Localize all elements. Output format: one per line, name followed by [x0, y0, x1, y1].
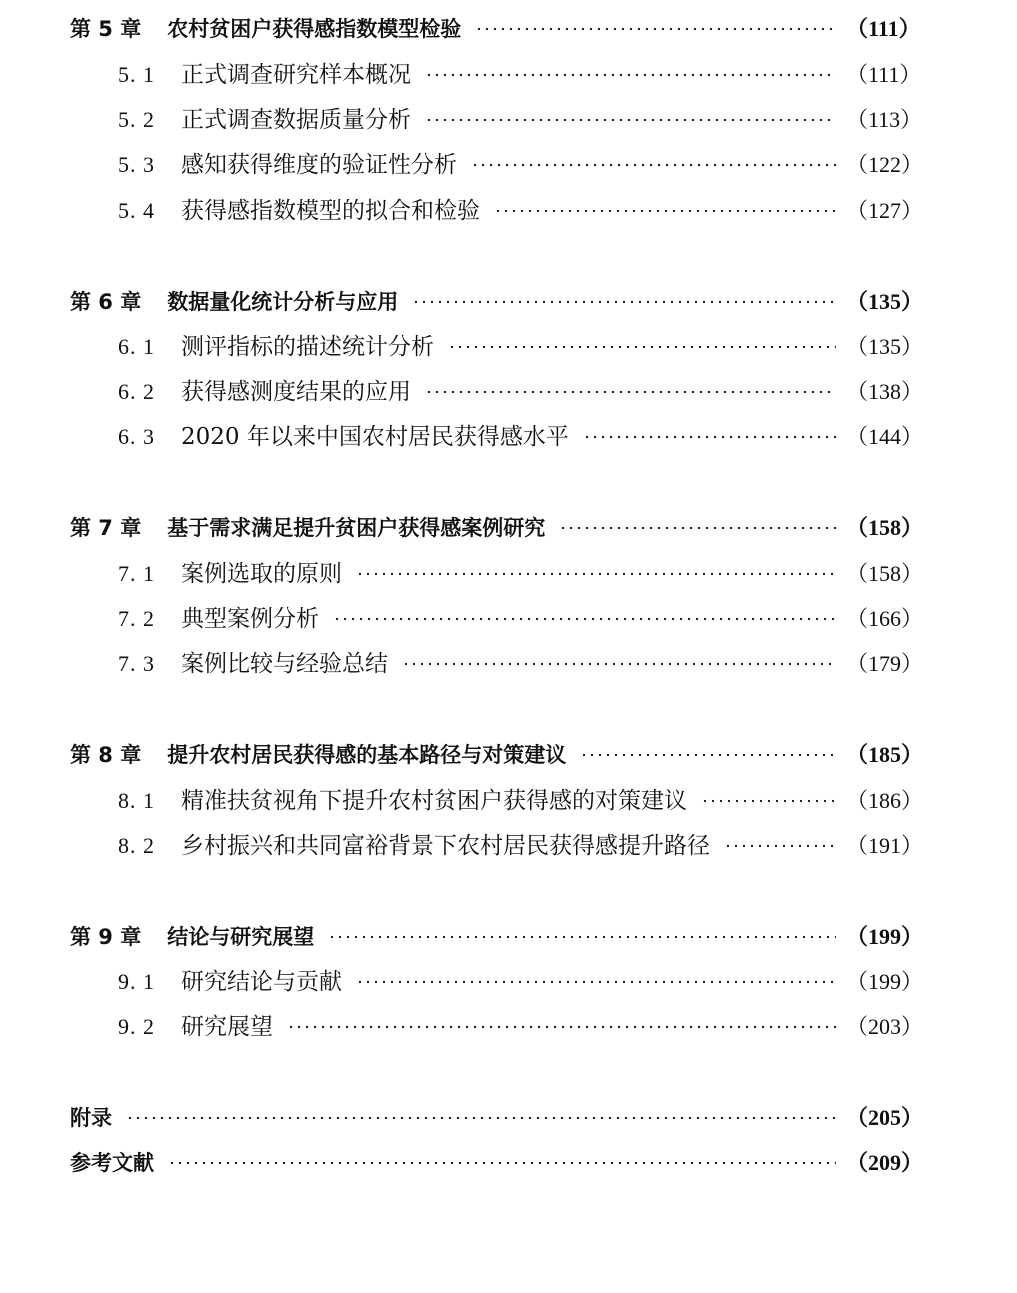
- toc-references[interactable]: [0, 1146, 1017, 1180]
- toc-chapter-6[interactable]: [0, 285, 1017, 319]
- dot-leader: [494, 194, 836, 228]
- section-title: 乡村振兴和共同富裕背景下农村居民获得感提升路径: [181, 833, 710, 859]
- page-number: （186）: [846, 788, 924, 813]
- page-number: （166）: [846, 606, 924, 631]
- dot-leader: [559, 511, 836, 545]
- section-number: 8. 1: [118, 788, 155, 813]
- chapter-number: 第 6 章: [70, 290, 142, 314]
- section-title: 案例比较与经验总结: [181, 651, 388, 677]
- toc-section-6-3[interactable]: [0, 420, 1017, 454]
- dot-leader: [356, 557, 836, 591]
- dot-leader: [724, 829, 836, 863]
- section-title: 典型案例分析: [181, 606, 319, 632]
- dot-leader: [583, 420, 836, 454]
- dot-leader: [580, 738, 836, 772]
- toc-section-7-1[interactable]: [0, 557, 1017, 591]
- section-number: 6. 2: [118, 379, 155, 404]
- section-number: 5. 1: [118, 62, 155, 87]
- section-title: 精准扶贫视角下提升农村贫困户获得感的对策建议: [181, 788, 687, 814]
- dot-leader: [287, 1010, 836, 1044]
- page-number: （111）: [846, 16, 921, 41]
- section-title: 正式调查研究样本概况: [181, 62, 411, 88]
- page-number: （122）: [846, 152, 924, 177]
- dot-leader: [701, 784, 836, 818]
- chapter-title: 农村贫困户获得感指数模型检验: [167, 17, 462, 41]
- page-number: （158）: [846, 561, 924, 586]
- page-number: （158）: [846, 515, 924, 540]
- toc-section-5-1[interactable]: [0, 58, 1017, 92]
- page-number: （185）: [846, 742, 924, 767]
- toc-chapter-8[interactable]: [0, 738, 1017, 772]
- toc-section-6-1[interactable]: [0, 330, 1017, 364]
- dot-leader: [425, 103, 836, 137]
- page-number: （113）: [846, 107, 923, 132]
- toc-section-6-2[interactable]: [0, 375, 1017, 409]
- dot-leader: [402, 647, 836, 681]
- chapter-title: 数据量化统计分析与应用: [167, 290, 399, 314]
- section-number: 6. 3: [118, 424, 155, 449]
- page-number: （191）: [846, 833, 924, 858]
- chapter-number: 第 8 章: [70, 743, 142, 767]
- toc-section-8-1[interactable]: [0, 784, 1017, 818]
- section-number: 6. 1: [118, 334, 155, 359]
- chapter-number: 第 7 章: [70, 516, 142, 540]
- toc-section-7-3[interactable]: [0, 647, 1017, 681]
- toc-chapter-5[interactable]: [0, 12, 1017, 46]
- page-number: （209）: [846, 1150, 924, 1175]
- section-number: 7. 2: [118, 606, 155, 631]
- dot-leader: [471, 148, 836, 182]
- page-number: （135）: [846, 289, 924, 314]
- page-number: （199）: [846, 924, 924, 949]
- section-title: 研究结论与贡献: [181, 969, 342, 995]
- section-title: 获得感指数模型的拟合和检验: [181, 198, 480, 224]
- dot-leader: [333, 602, 836, 636]
- toc-section-5-4[interactable]: [0, 194, 1017, 228]
- toc-section-8-2[interactable]: [0, 829, 1017, 863]
- page-number: （138）: [846, 379, 924, 404]
- toc-section-9-2[interactable]: [0, 1010, 1017, 1044]
- section-number: 9. 1: [118, 969, 155, 994]
- toc-section-5-2[interactable]: [0, 103, 1017, 137]
- page-number: （144）: [846, 424, 924, 449]
- dot-leader: [328, 920, 836, 954]
- chapter-title: 提升农村居民获得感的基本路径与对策建议: [167, 743, 567, 767]
- chapter-title: 基于需求满足提升贫困户获得感案例研究: [167, 516, 546, 540]
- toc-chapter-9[interactable]: [0, 920, 1017, 954]
- references-title: 参考文献: [70, 1151, 154, 1175]
- page-number: （127）: [846, 198, 924, 223]
- chapter-number: 第 5 章: [70, 17, 142, 41]
- section-title: 获得感测度结果的应用: [181, 379, 411, 405]
- section-number: 5. 2: [118, 107, 155, 132]
- section-number: 5. 4: [118, 198, 155, 223]
- section-number: 7. 1: [118, 561, 155, 586]
- toc-appendix[interactable]: [0, 1101, 1017, 1135]
- page-number: （179）: [846, 651, 924, 676]
- section-title: 2020 年以来中国农村居民获得感水平: [181, 424, 569, 450]
- dot-leader: [448, 330, 836, 364]
- dot-leader: [425, 375, 836, 409]
- section-title: 感知获得维度的验证性分析: [181, 152, 457, 178]
- dot-leader: [168, 1146, 836, 1180]
- section-number: 8. 2: [118, 833, 155, 858]
- dot-leader: [475, 12, 836, 46]
- toc-section-9-1[interactable]: [0, 965, 1017, 999]
- dot-leader: [126, 1101, 836, 1135]
- section-title: 测评指标的描述统计分析: [181, 334, 434, 360]
- dot-leader: [425, 58, 836, 92]
- page-number: （203）: [846, 1014, 924, 1039]
- page-number: （111）: [846, 62, 922, 87]
- toc-section-7-2[interactable]: [0, 602, 1017, 636]
- toc-section-5-3[interactable]: [0, 148, 1017, 182]
- toc-chapter-7[interactable]: [0, 511, 1017, 545]
- dot-leader: [412, 285, 836, 319]
- section-title: 研究展望: [181, 1014, 273, 1040]
- dot-leader: [356, 965, 836, 999]
- chapter-title: 结论与研究展望: [167, 925, 315, 949]
- page-number: （205）: [846, 1105, 924, 1130]
- section-title: 正式调查数据质量分析: [181, 107, 411, 133]
- chapter-number: 第 9 章: [70, 925, 142, 949]
- appendix-title: 附录: [70, 1106, 112, 1130]
- section-number: 5. 3: [118, 152, 155, 177]
- page-number: （135）: [846, 334, 924, 359]
- section-title: 案例选取的原则: [181, 561, 342, 587]
- section-number: 9. 2: [118, 1014, 155, 1039]
- section-number: 7. 3: [118, 651, 155, 676]
- page-number: （199）: [846, 969, 924, 994]
